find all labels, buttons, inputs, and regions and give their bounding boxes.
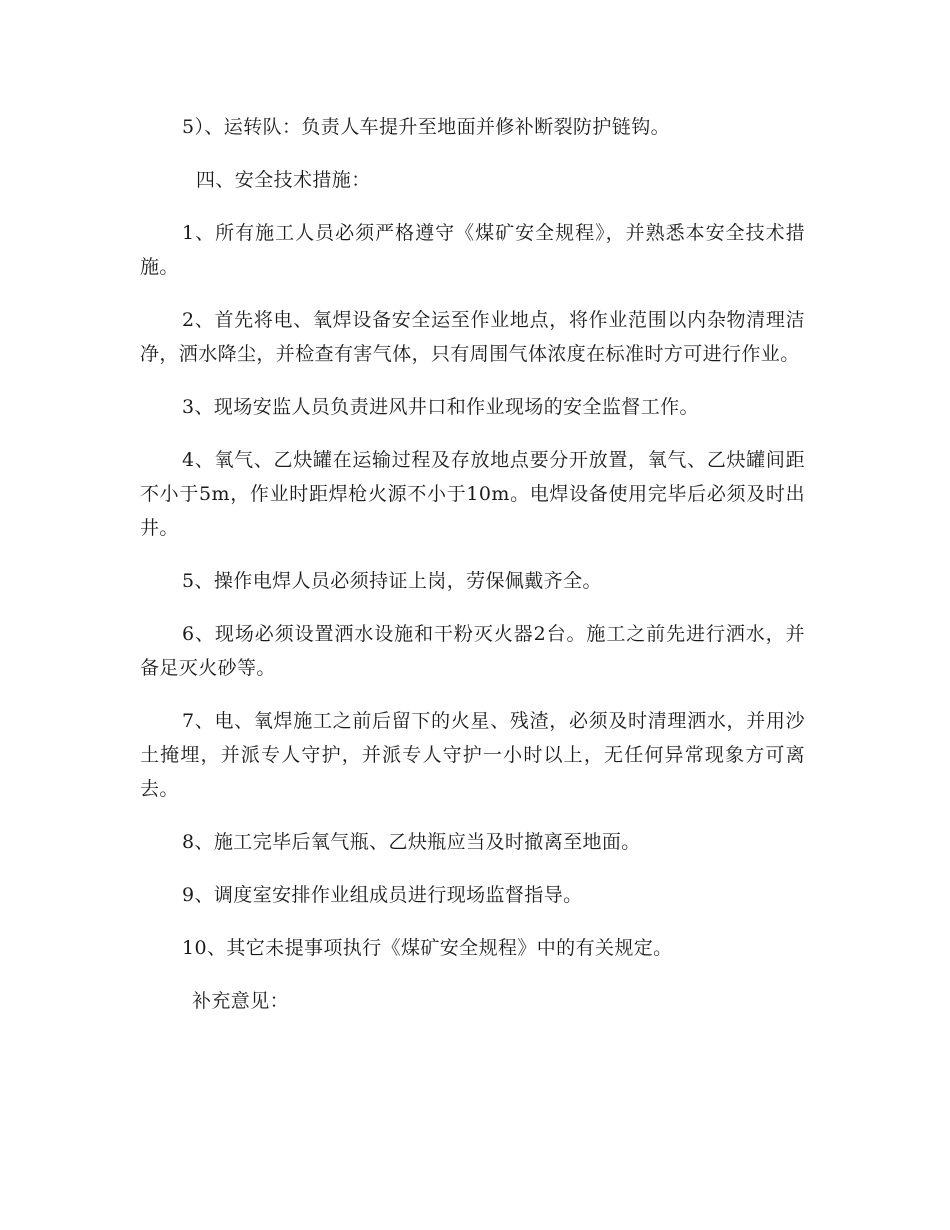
paragraph-transport-team: 5）、运转队：负责人车提升至地面并修补断裂防护链钩。 bbox=[182, 116, 670, 138]
measure-item-10: 10、其它未提事项执行《煤矿安全规程》中的有关规定。 bbox=[182, 937, 673, 959]
document-body bbox=[140, 110, 805, 1037]
section-heading-safety-measures: 四、安全技术措施： bbox=[196, 169, 371, 191]
measure-item-3: 3、现场安监人员负责进风井口和作业现场的安全监督工作。 bbox=[182, 396, 699, 418]
measure-item-2: 2、首先将电、氧焊设备安全运至作业地点，将作业范围以内杂物清理洁净，洒水降尘，并检查有害气体，只有周围气体浓度在标准时方可进行作业。 bbox=[140, 309, 805, 365]
measure-item-1: 1、所有施工人员必须严格遵守《煤矿安全规程》，并熟悉本安全技术措施。 bbox=[140, 222, 805, 278]
measure-item-7: 7、电、氧焊施工之前后留下的火星、残渣，必须及时清理洒水，并用沙土掩埋，并派专人守护，并派专人守护一小时以上，无任何异常现象方可离去。 bbox=[140, 710, 805, 800]
measure-item-9: 9、调度室安排作业组成员进行现场监督指导。 bbox=[182, 884, 583, 906]
measure-item-6: 6、现场必须设置洒水设施和干粉灭火器2台。施工之前先进行洒水，并备足灭火砂等。 bbox=[140, 623, 805, 679]
measure-item-4: 4、氧气、乙炔罐在运输过程及存放地点要分开放置，氧气、乙炔罐间距不小于5m，作业时距焊枪火源不小于10m。电焊设备使用完毕后必须及时出井。 bbox=[140, 449, 805, 539]
measure-item-8: 8、施工完毕后氧气瓶、乙炔瓶应当及时撤离至地面。 bbox=[182, 831, 641, 853]
measure-item-5: 5、操作电焊人员必须持证上岗，劳保佩戴齐全。 bbox=[182, 570, 602, 592]
supplementary-opinion-heading: 补充意见： bbox=[192, 990, 290, 1012]
